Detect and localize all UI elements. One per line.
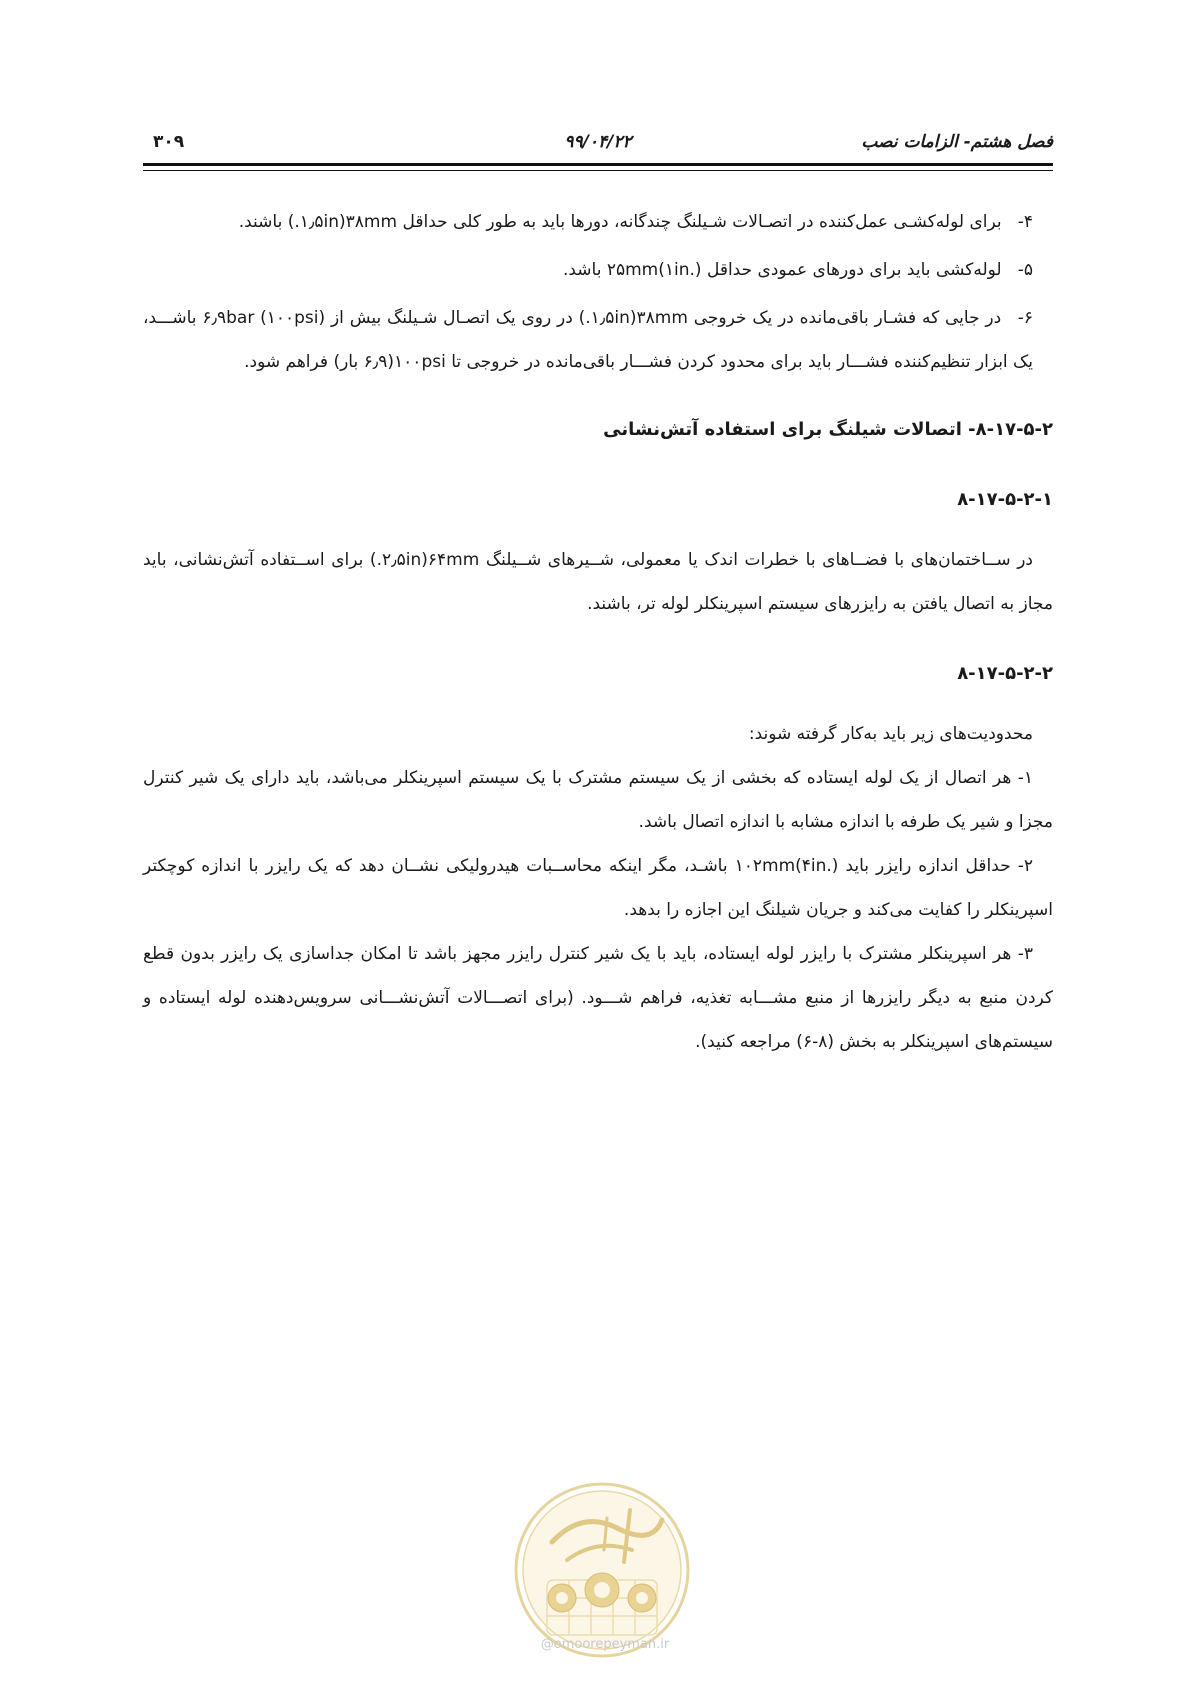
list-item-text: برای لوله‌کشـی عمل‌کننده در اتصـالات شـیلنگ چندگانه، دورها باید به طور کلی حداقل ۳۸mm(۱٫۵in.) باشند. [238, 212, 1002, 232]
subsection-number: ۸-۱۷-۵-۲-۲ [957, 663, 1053, 684]
list-item [143, 248, 1053, 292]
paragraph: ۱- هر اتصال از یک لوله ایستاده که بخشی از یک سیستم مشترک با یک سیستم اسپرینکلر می‌باشد، باید دارای یک شیر کنترل مجزا و شیر یک طرفه با اندازه مشابه با اندازه اتصال باشد. [143, 768, 1053, 832]
list-item [143, 200, 1053, 244]
paragraph: ۳- هر اسپرینکلر مشترک با رایزر لوله ایستاده، باید با یک شیر کنترل رایزر مجهز باشد تا امکان جداسازی یک رایزر بدون قطع کردن منبع به دیگر رایزرها از منبع مشـــابه تغذیه، فراهم شـــود. (برای اتصـــالات آتش‌نشـــانی سرویس‌دهنده لوله ایستاده و سیستم‌های اسپرینکلر به بخش (۸-۶) مراجعه کنید). [143, 944, 1053, 1052]
list-item-number: ۶- [1017, 308, 1033, 328]
paragraph: در ســاختمان‌های با فضــاهای با خطرات اندک یا معمولی، شــیرهای شــیلنگ ۶۴mm(۲٫۵in.) برای اســتفاده آتش‌نشانی، باید مجاز به اتصال یافتن به رایزرهای سیستم اسپرینکلر لوله تر، باشند. [143, 550, 1053, 614]
paragraph: ۲- حداقل اندازه رایزر باید ۱۰۲mm(۴in.) باشـد، مگر اینکه محاســبات هیدرولیکی نشــان دهد که یک رایزر با اندازه کوچکتر اسپرینکلر را کفایت می‌کند و جریان شیلنگ این اجازه را بدهد. [143, 856, 1053, 920]
list-item-number: ۴- [1017, 212, 1033, 232]
list-item-text: لوله‌کشی باید برای دورهای عمودی حداقل ۲۵mm(۱in.) باشد. [562, 260, 1002, 280]
seal-logo-icon [512, 1480, 692, 1660]
document-body [143, 200, 1053, 1064]
watermark-url: @omoorepeyman.ir [540, 1637, 670, 1652]
list-item [143, 296, 1053, 384]
list-item-number: ۵- [1017, 260, 1033, 280]
watermark-seal [512, 1480, 692, 1660]
page-number: ۳۰۹ [153, 132, 185, 152]
list-item-text: در جایی که فشـار باقی‌مانده در یک خروجی ۳۸mm(۱٫۵in.) در روی یک اتصـال شـیلنگ بیش از ۶٫۹bar (۱۰۰psi) باشـــد، یک ابزار تنظیم‌کننده فشـــار باید برای محدود کردن فشـــار باقی‌مانده در خروجی تا ۱۰۰psi(۶٫۹ بار) فراهم شود. [143, 308, 1033, 372]
header-rule-thick [143, 163, 1053, 166]
paragraph-intro: محدودیت‌های زیر باید به‌کار گرفته شوند: [748, 724, 1033, 744]
header-rule-thin [143, 170, 1053, 171]
subsection-number: ۸-۱۷-۵-۲-۱ [957, 489, 1053, 510]
section-heading: ۸-۱۷-۵-۲- اتصالات شیلنگ برای استفاده آتش‌نشانی [603, 419, 1053, 440]
header-date: ۹۹/۰۴/۲۲ [564, 132, 632, 152]
chapter-title: فصل هشتم- الزامات نصب [861, 132, 1053, 152]
page-header [143, 128, 1053, 158]
